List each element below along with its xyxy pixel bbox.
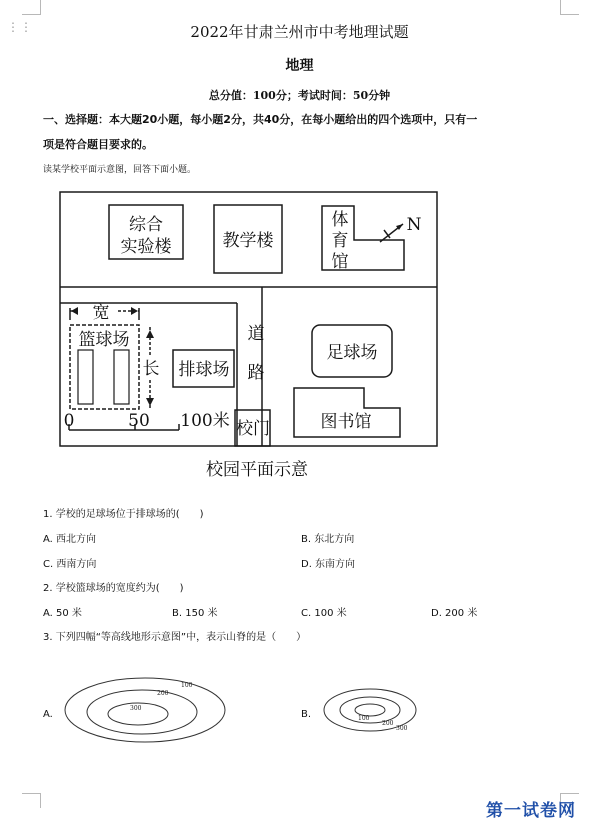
contour-figure-a (60, 670, 240, 750)
question-1-option-d[interactable]: D. 东南方向 (301, 559, 356, 570)
question-3-stem: 3. 下列四幅“等高线地形示意图”中，表示山脊的是（ ） (43, 632, 307, 643)
section-instruction-line2: 项是符合题目要求的。 (43, 138, 153, 151)
question-2-stem: 2. 学校篮球场的宽度约为( ) (43, 583, 184, 594)
section-instruction-line1: 一、选择题：本大题20小题，每小题2分，共40分，在每小题给出的四个选项中，只有一 (43, 113, 478, 126)
contour-a-label-200: 200 (157, 690, 169, 697)
road-label-1: 道 (247, 324, 265, 344)
question-2-option-c[interactable]: C. 100 米 (301, 608, 347, 619)
question-2-option-a[interactable]: A. 50 米 (43, 608, 82, 619)
gate-label: 校门 (236, 419, 270, 439)
teaching-label: 教学楼 (222, 231, 274, 251)
question-1-option-a[interactable]: A. 西北方向 (43, 534, 97, 545)
reading-intro: 读某学校平面示意图，回答下面小题。 (43, 165, 197, 175)
scale-label-0: 0 (63, 411, 75, 431)
library-label: 图书馆 (320, 412, 372, 432)
question-1-stem: 1. 学校的足球场位于排球场的( ) (43, 509, 204, 520)
north-label: N (406, 215, 422, 235)
road-label-2: 路 (247, 363, 265, 383)
subject-title: 地理 (285, 58, 314, 74)
football-label: 足球场 (326, 343, 378, 363)
basketball-inner-right (114, 350, 129, 404)
width-label: 宽 (92, 303, 110, 323)
scale-label-100: 100米 (180, 411, 230, 431)
scale-label-50: 50 (128, 411, 150, 431)
lab-label-2: 实验楼 (120, 237, 172, 257)
question-3-option-b[interactable]: B. (301, 709, 312, 720)
contour-b-label-300: 300 (396, 725, 408, 732)
watermark-logo: 第一试卷网 (486, 801, 576, 821)
score-line: 总分值：100分；考试时间：50分钟 (208, 89, 391, 102)
contour-a-middle (87, 690, 197, 734)
drag-handle-icon[interactable]: ⋮⋮ (7, 20, 33, 34)
contour-figure-b (318, 680, 428, 740)
basketball-inner-left (78, 350, 93, 404)
gym-label-2: 育 (331, 231, 349, 251)
question-1-option-b[interactable]: B. 东北方向 (301, 534, 355, 545)
basketball-label: 篮球场 (78, 330, 130, 350)
contour-a-label-300: 300 (130, 705, 142, 712)
map-caption: 校园平面示意 (206, 460, 308, 480)
question-2-option-b[interactable]: B. 150 米 (172, 608, 218, 619)
contour-a-label-100: 100 (181, 682, 193, 689)
question-3-option-a[interactable]: A. (43, 709, 53, 720)
contour-b-label-100: 100 (358, 715, 370, 722)
gym-label-1: 体 (331, 210, 349, 230)
volleyball-label: 排球场 (178, 360, 230, 380)
page-title: 2022年甘肃兰州市中考地理试题 (190, 23, 409, 41)
question-2-option-d[interactable]: D. 200 米 (431, 608, 478, 619)
length-label: 长 (142, 359, 160, 379)
gym-label-3: 馆 (331, 252, 349, 272)
contour-b-label-200: 200 (382, 720, 394, 727)
lab-label-1: 综合 (129, 215, 163, 235)
question-1-option-c[interactable]: C. 西南方向 (43, 559, 97, 570)
contour-a-outer (65, 678, 225, 742)
